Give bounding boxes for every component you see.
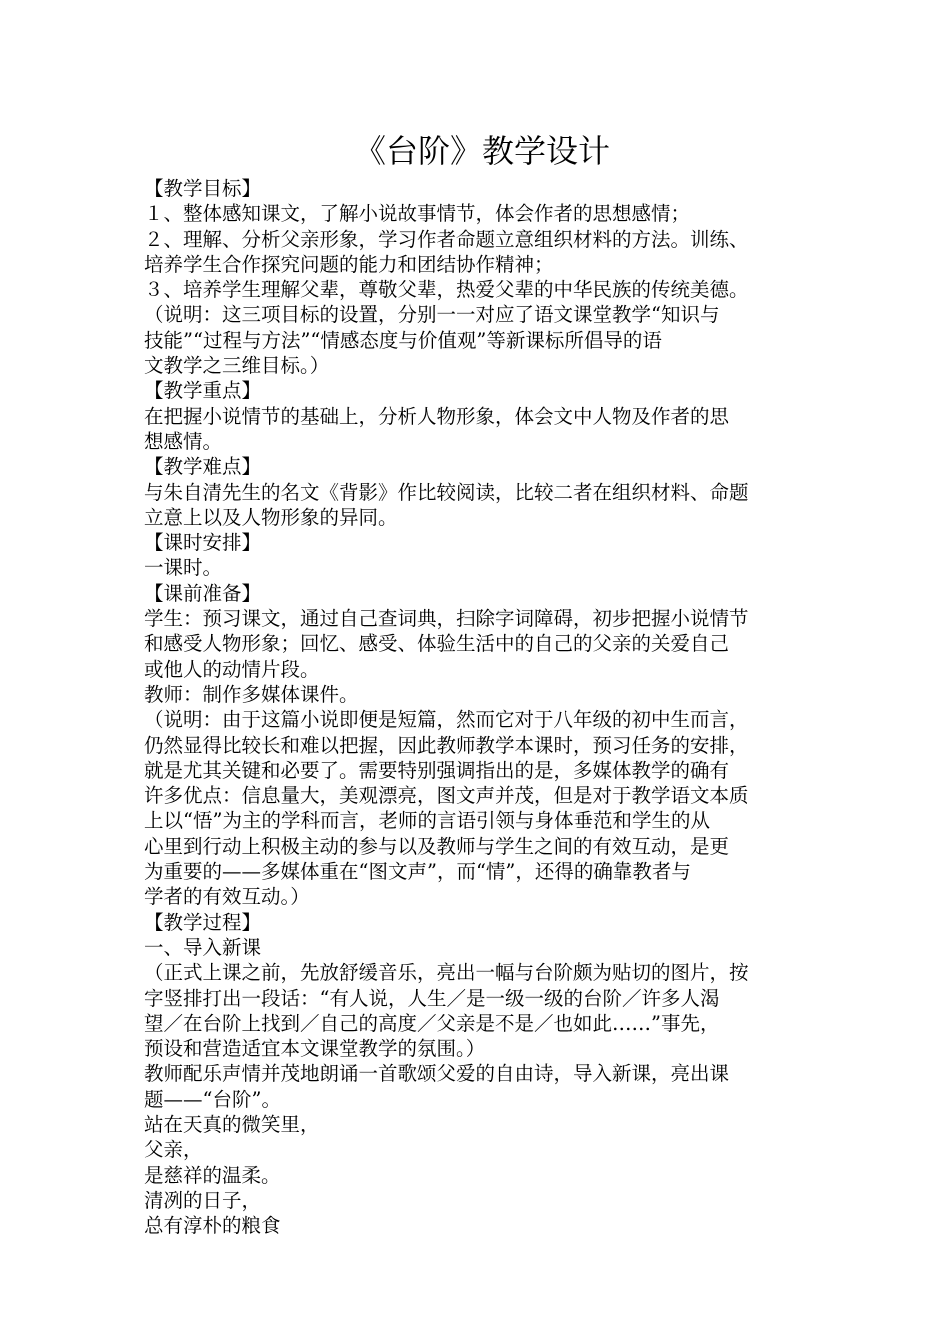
text-line: 与朱自清先生的名文《背影》作比较阅读，比较二者在组织材料、命题 bbox=[144, 480, 749, 504]
text-line: 技能”“过程与方法”“情感态度与价值观”等新课标所倡导的语 bbox=[144, 328, 662, 352]
text-line: 字竖排打出一段话：“有人说，人生／是一级一级的台阶／许多人渴 bbox=[144, 986, 720, 1010]
text-line: 一课时。 bbox=[144, 556, 223, 580]
document-body bbox=[144, 176, 812, 1238]
text-line: 望／在台阶上找到／自己的高度／父亲是不是／也如此……”事先， bbox=[144, 1011, 720, 1035]
text-line: 【教学目标】 bbox=[144, 177, 262, 200]
text-line: 和感受人物形象；回忆、感受、体验生活中的自己的父亲的关爱自己 bbox=[144, 632, 730, 656]
text-line: 教师：制作多媒体课件。 bbox=[144, 682, 359, 706]
text-line: 学者的有效互动。） bbox=[144, 885, 310, 909]
text-line: 立意上以及人物形象的异同。 bbox=[144, 505, 398, 529]
document-page bbox=[144, 128, 812, 1238]
text-line: 是慈祥的温柔。 bbox=[144, 1163, 281, 1187]
text-line: 仍然显得比较长和难以把握，因此教师教学本课时，预习任务的安排， bbox=[144, 733, 749, 757]
text-line: 或他人的动情片段。 bbox=[144, 657, 320, 681]
text-line: 在把握小说情节的基础上，分析人物形象，体会文中人物及作者的思 bbox=[144, 404, 730, 428]
text-line: 文教学之三维目标。） bbox=[144, 354, 330, 378]
text-line: 想感情。 bbox=[144, 429, 223, 453]
text-line: 为重要的——多媒体重在“图文声”，而“情”，还得的确靠教者与 bbox=[144, 860, 691, 884]
text-line: 就是尤其关键和必要了。需要特别强调指出的是，多媒体教学的确有 bbox=[144, 758, 730, 782]
text-line: 预设和营造适宜本文课堂教学的氛围。） bbox=[144, 1037, 486, 1061]
text-line: 【教学重点】 bbox=[144, 379, 262, 403]
text-line: 【教学过程】 bbox=[144, 910, 262, 934]
text-line: 题——“台阶”。 bbox=[144, 1087, 281, 1111]
text-line: 总有淳朴的粮食 bbox=[144, 1214, 281, 1238]
text-line: １、整体感知课文，了解小说故事情节，体会作者的思想感情； bbox=[144, 202, 691, 226]
text-line: 教师配乐声情并茂地朗诵一首歌颂父爱的自由诗，导入新课，亮出课 bbox=[144, 1062, 730, 1086]
text-line: 学生：预习课文，通过自己查词典，扫除字词障碍，初步把握小说情节 bbox=[144, 607, 749, 631]
text-line: 培养学生合作探究问题的能力和团结协作精神； bbox=[144, 252, 554, 276]
text-line: 父亲， bbox=[144, 1138, 203, 1162]
text-line: 上以“悟”为主的学科而言，老师的言语引领与身体垂范和学生的从 bbox=[144, 809, 710, 833]
text-line: 心里到行动上积极主动的参与以及教师与学生之间的有效互动，是更 bbox=[144, 834, 730, 858]
text-line: 许多优点：信息量大，美观漂亮，图文声并茂，但是对于教学语文本质 bbox=[144, 784, 749, 808]
text-line: 清冽的日子， bbox=[144, 1188, 262, 1212]
document-title: 《台阶》教学设计 bbox=[353, 132, 610, 170]
text-line: （说明：由于这篇小说即便是短篇，然而它对于八年级的初中生而言， bbox=[144, 708, 749, 732]
text-line: （正式上课之前，先放舒缓音乐，亮出一幅与台阶颇为贴切的图片，按 bbox=[144, 961, 749, 985]
text-line: ３、培养学生理解父辈，尊敬父辈，热爱父辈的中华民族的传统美德。 bbox=[144, 278, 749, 302]
text-line: 【课时安排】 bbox=[144, 531, 262, 555]
text-line: ２、理解、分析父亲形象，学习作者命题立意组织材料的方法。训练、 bbox=[144, 227, 749, 251]
text-line: 一、导入新课 bbox=[144, 935, 262, 959]
text-line: 【课前准备】 bbox=[144, 581, 262, 605]
text-line: （说明：这三项目标的设置，分别一一对应了语文课堂教学“知识与 bbox=[144, 303, 720, 327]
text-line: 【教学难点】 bbox=[144, 455, 262, 479]
text-line: 站在天真的微笑里， bbox=[144, 1112, 320, 1136]
